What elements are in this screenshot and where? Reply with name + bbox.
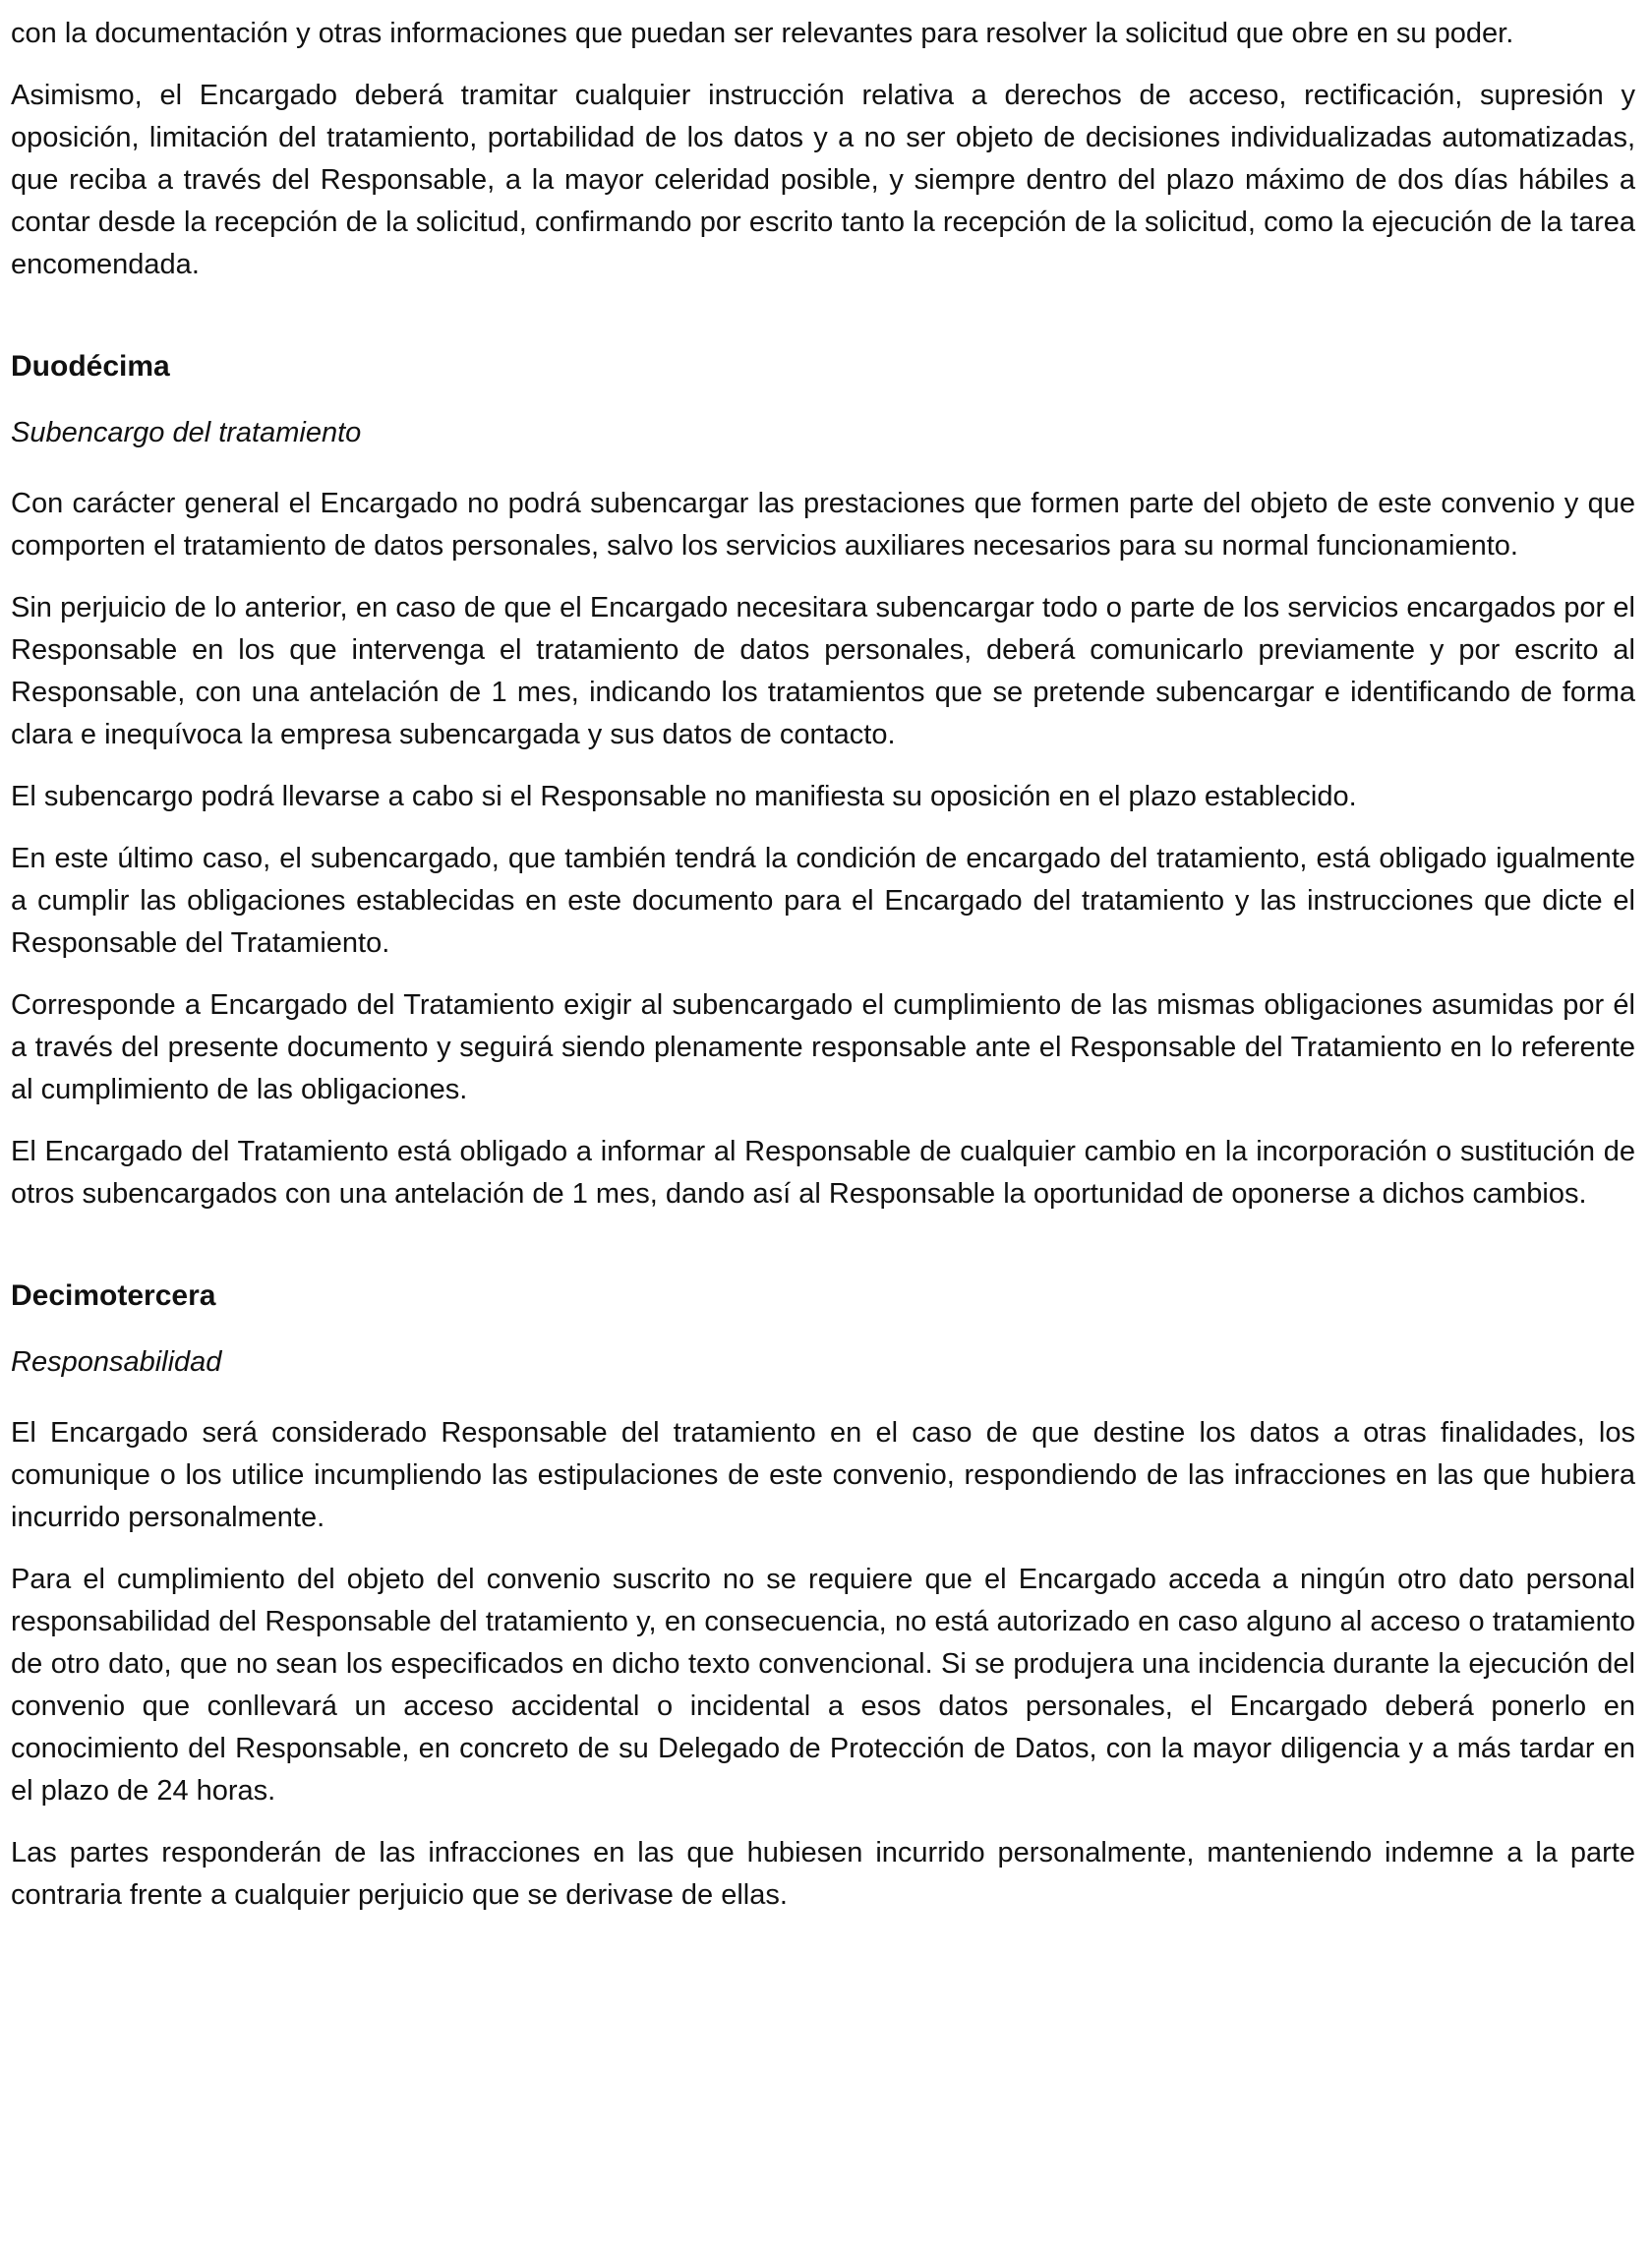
body-paragraph: En este último caso, el subencargado, que también tendrá la condición de encargado del tratamiento, está obligado igualmente a cumplir las obligaciones establecidas en este documento para el Encargado del tratamiento y las instrucciones que dicte el Responsable del Tratamiento. (11, 843, 1635, 959)
body-paragraph: El Encargado del Tratamiento está obligado a informar al Responsable de cualquier cambio en la incorporación o sustitución de otros subencargados con una antelación de 1 mes, dando así al Responsable la oportunidad de oponerse a dichos cambios. (11, 1136, 1635, 1210)
body-paragraph: El Encargado será considerado Responsable del tratamiento en el caso de que destine los datos a otras finalidades, los comunique o los utilice incumpliendo las estipulaciones de este convenio, respondiendo de las infracciones en las que hubiera incurrido personalmente. (11, 1417, 1635, 1533)
body-paragraph: Asimismo, el Encargado deberá tramitar cualquier instrucción relativa a derechos de acceso, rectificación, supresión y oposición, limitación del tratamiento, portabilidad de los datos y a no ser objeto de decisiones individualizadas automatizadas, que reciba a través del Responsable, a la mayor celeridad posible, y siempre dentro del plazo máximo de dos días hábiles a contar desde la recepción de la solicitud, confirmando por escrito tanto la recepción de la solicitud, como la ejecución de la tarea encomendada. (11, 80, 1635, 280)
body-paragraph: El subencargo podrá llevarse a cabo si el Responsable no manifiesta su oposición en el plazo establecido. (11, 781, 1357, 812)
body-paragraph: Para el cumplimiento del objeto del convenio suscrito no se requiere que el Encargado acceda a ningún otro dato personal responsabilidad del Responsable del tratamiento y, en consecuencia, no está autorizado en caso alguno al acceso o tratamiento de otro dato, que no sean los especificados en dicho texto convencional. Si se produjera una incidencia durante la ejecución del convenio que conllevará un acceso accidental o incidental a esos datos personales, el Encargado deberá ponerlo en conocimiento del Responsable, en concreto de su Delegado de Protección de Datos, con la mayor diligencia y a más tardar en el plazo de 24 horas. (11, 1564, 1635, 1807)
body-paragraph: Con carácter general el Encargado no podrá subencargar las prestaciones que formen parte del objeto de este convenio y que comporten el tratamiento de datos personales, salvo los servicios auxiliares necesarios para su normal funcionamiento. (11, 488, 1635, 562)
body-paragraph: Corresponde a Encargado del Tratamiento exigir al subencargado el cumplimiento de las mismas obligaciones asumidas por él a través del presente documento y seguirá siendo plenamente responsable ante el Responsable del Tratamiento en lo referente al cumplimiento de las obligaciones. (11, 989, 1635, 1105)
section-heading-duodecima: Duodécima (11, 350, 170, 383)
section-heading-decimotercera: Decimotercera (11, 1279, 216, 1312)
body-paragraph: Sin perjuicio de lo anterior, en caso de que el Encargado necesitara subencargar todo o parte de los servicios encargados por el Responsable en los que intervenga el tratamiento de datos personales, deberá comunicarlo previamente y por escrito al Responsable, con una antelación de 1 mes, indicando los tratamientos que se pretende subencargar e identificando de forma clara e inequívoca la empresa subencargada y sus datos de contacto. (11, 592, 1635, 750)
continuation-paragraph: con la documentación y otras informaciones que puedan ser relevantes para resolver la solicitud que obre en su poder. (11, 18, 1514, 49)
body-paragraph: Las partes responderán de las infracciones en las que hubiesen incurrido personalmente, manteniendo indemne a la parte contraria frente a cualquier perjuicio que se derivase de ellas. (11, 1837, 1635, 1911)
section-subheading-subencargo-del-tratamiento: Subencargo del tratamiento (11, 417, 362, 448)
section-subheading-responsabilidad: Responsabilidad (11, 1346, 222, 1378)
